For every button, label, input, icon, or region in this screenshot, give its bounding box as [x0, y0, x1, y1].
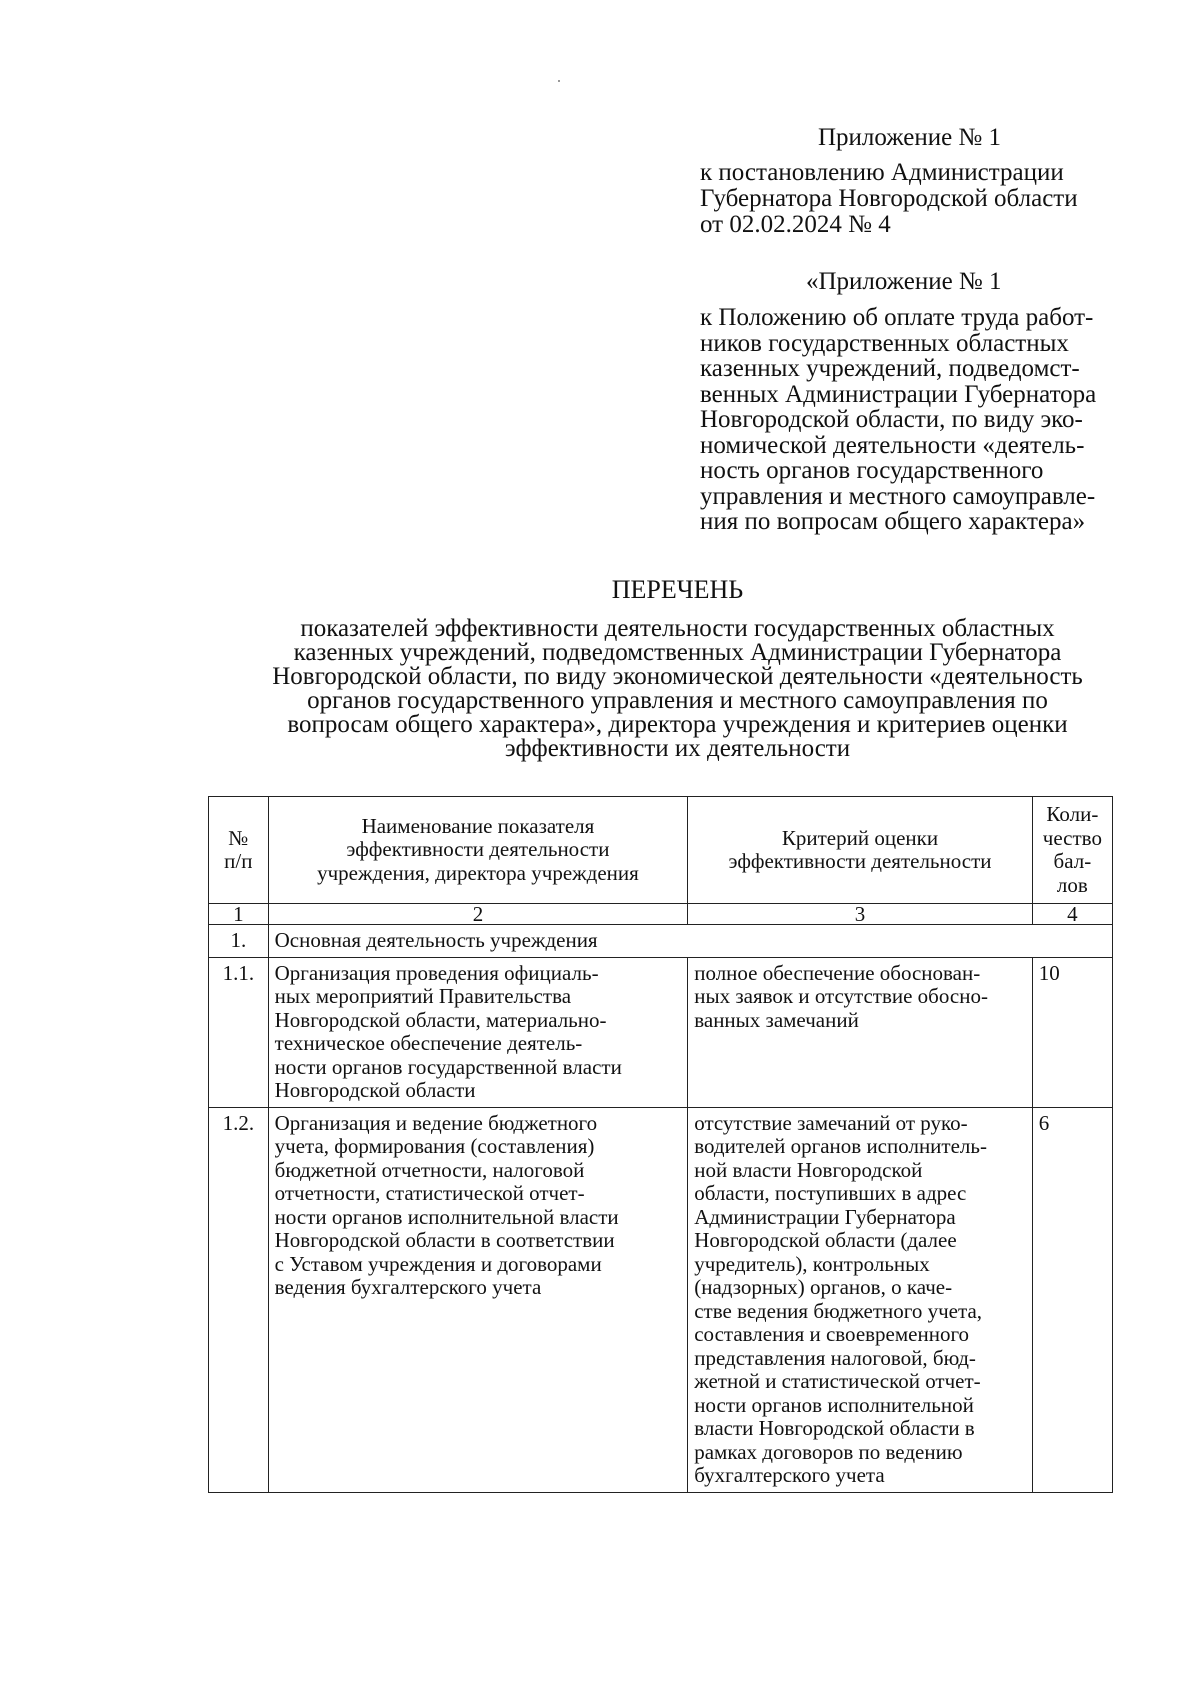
- subtitle-line: показателей эффективности деятельности государственных областных: [300, 615, 1055, 642]
- cell-line: власти Новгородской области в: [694, 1416, 975, 1440]
- document-subtitle: [0, 617, 1200, 761]
- document-title: [0, 575, 1200, 605]
- cell-line: водителей органов исполнитель-: [694, 1134, 987, 1158]
- header-text: учреждения, директора учреждения: [317, 860, 639, 885]
- cell-line: отсутствие замечаний от руко-: [694, 1110, 968, 1135]
- cell-line: бюджетной отчетности, налоговой: [274, 1157, 585, 1182]
- header-text: эффективности деятельности: [346, 837, 610, 862]
- inner-appendix-title-text: «Приложение № 1: [806, 268, 1002, 295]
- inner-appendix-line: к Положению об оплате труда работ-: [700, 304, 1094, 331]
- cell-line: ности органов государственной власти: [274, 1054, 622, 1079]
- cell-line: ности органов исполнительной власти: [274, 1204, 619, 1229]
- cell-line: Новгородской области (далее: [694, 1228, 957, 1252]
- inner-appendix-line: ния по вопросам общего характера»: [700, 508, 1086, 535]
- header-text: Критерий оценки: [781, 825, 939, 850]
- header-text: №: [228, 825, 249, 850]
- column-number: 3: [688, 904, 1033, 925]
- cell-line: жетной и статистической отчет-: [694, 1369, 981, 1393]
- header-name: [268, 797, 688, 904]
- cell-line: отчетности, статистической отчет-: [274, 1181, 585, 1205]
- cell-line: учета, формирования (составления): [274, 1134, 595, 1158]
- inner-appendix-line: венных Администрации Губернатора: [700, 380, 1097, 408]
- row-num: 1.1.: [209, 957, 269, 1107]
- cell-line: Организация и ведение бюджетного: [274, 1110, 598, 1135]
- header-num: [209, 797, 269, 904]
- header-text: бал-: [1053, 849, 1092, 873]
- cell-line: бухгалтерского учета: [694, 1463, 885, 1487]
- cell-line: стве ведения бюджетного учета,: [694, 1298, 983, 1323]
- appendix-line: от 02.02.2024 № 4: [700, 211, 891, 238]
- appendix-reference: [700, 160, 1078, 238]
- column-number-row: [209, 904, 1113, 925]
- subtitle-line: органов государственного управления и местного самоуправления по: [307, 687, 1048, 714]
- cell-line: Новгородской области, материально-: [274, 1007, 607, 1032]
- inner-appendix-title: [806, 267, 1002, 297]
- inner-appendix-line: казенных учреждений, подведомст-: [700, 355, 1080, 382]
- header-text: Наименование показателя: [361, 813, 595, 838]
- column-number: 1: [209, 904, 269, 925]
- indicators-table: [208, 796, 1113, 1493]
- row-criterion: [688, 957, 1033, 1107]
- cell-line: с Уставом учреждения и договорами: [274, 1251, 602, 1276]
- cell-line: полное обеспечение обоснован-: [694, 960, 981, 985]
- header-text: п/п: [224, 849, 253, 873]
- inner-appendix-line: ников государственных областных: [700, 329, 1069, 357]
- cell-line: ных заявок и отсутствие обосно-: [694, 984, 988, 1008]
- table-row: [209, 957, 1113, 1107]
- subtitle-line: Новгородской области, по виду экономической деятельности «деятельность: [272, 663, 1083, 690]
- inner-appendix-line: ность органов государственного: [700, 457, 1044, 484]
- inner-appendix-line: управления и местного самоуправле-: [700, 482, 1096, 510]
- table-header-row: [209, 797, 1113, 904]
- subtitle-line: эффективности их деятельности: [504, 735, 851, 762]
- cell-line: ности органов исполнительной: [694, 1392, 974, 1417]
- column-number: 2: [268, 904, 688, 925]
- section-row: [209, 925, 1113, 958]
- cell-line: ведения бухгалтерского учета: [274, 1275, 542, 1299]
- appendix-line: Губернатора Новгородской области: [700, 185, 1078, 212]
- header-points: [1032, 797, 1112, 904]
- row-name: [268, 957, 688, 1107]
- appendix-title: [818, 123, 1001, 153]
- header-text: чество: [1042, 825, 1102, 850]
- row-points: 10: [1032, 957, 1112, 1107]
- row-name: [268, 1107, 688, 1492]
- subtitle-line: вопросам общего характера», директора учреждения и критериев оценки: [287, 711, 1068, 738]
- column-number: 4: [1032, 904, 1112, 925]
- cell-line: Организация проведения официаль-: [274, 960, 599, 985]
- cell-line: рамках договоров по ведению: [694, 1439, 963, 1464]
- cell-line: (надзорных) органов, о каче-: [694, 1275, 953, 1299]
- row-num: 1.2.: [209, 1107, 269, 1492]
- appendix-title-text: Приложение № 1: [818, 124, 1002, 151]
- cell-line: Новгородской области в соответствии: [274, 1228, 615, 1252]
- subtitle-line: казенных учреждений, подведомственных Администрации Губернатора: [293, 639, 1062, 666]
- cell-line: техническое обеспечение деятель-: [274, 1031, 583, 1055]
- document-title-text: ПЕРЕЧЕНЬ: [611, 575, 744, 604]
- section-num: 1.: [209, 925, 269, 958]
- header-text: лов: [1056, 872, 1088, 897]
- cell-line: ной власти Новгородской: [694, 1157, 923, 1182]
- inner-appendix-reference: [700, 305, 1096, 535]
- table-row: [209, 1107, 1113, 1492]
- cell-line: Администрации Губернатора: [694, 1204, 956, 1229]
- cell-line: учредитель), контрольных: [694, 1251, 930, 1276]
- appendix-line: к постановлению Администрации: [700, 159, 1064, 186]
- cell-line: представления налоговой, бюд-: [694, 1345, 976, 1370]
- row-criterion: [688, 1107, 1033, 1492]
- inner-appendix-line: номической деятельности «деятель-: [700, 431, 1085, 459]
- section-title: Основная деятельность учреждения: [268, 925, 1112, 958]
- scan-speck: [558, 80, 560, 82]
- cell-line: области, поступивших в адрес: [694, 1181, 967, 1205]
- cell-line: составления и своевременного: [694, 1322, 970, 1346]
- header-text: эффективности деятельности: [728, 849, 992, 873]
- cell-line: Новгородской области: [274, 1078, 476, 1102]
- header-text: Коли-: [1046, 802, 1099, 826]
- header-criterion: [688, 797, 1033, 904]
- cell-line: ных мероприятий Правительства: [274, 984, 572, 1008]
- row-points: 6: [1032, 1107, 1112, 1492]
- cell-line: ванных замечаний: [694, 1007, 859, 1032]
- inner-appendix-line: Новгородской области, по виду эко-: [700, 406, 1083, 433]
